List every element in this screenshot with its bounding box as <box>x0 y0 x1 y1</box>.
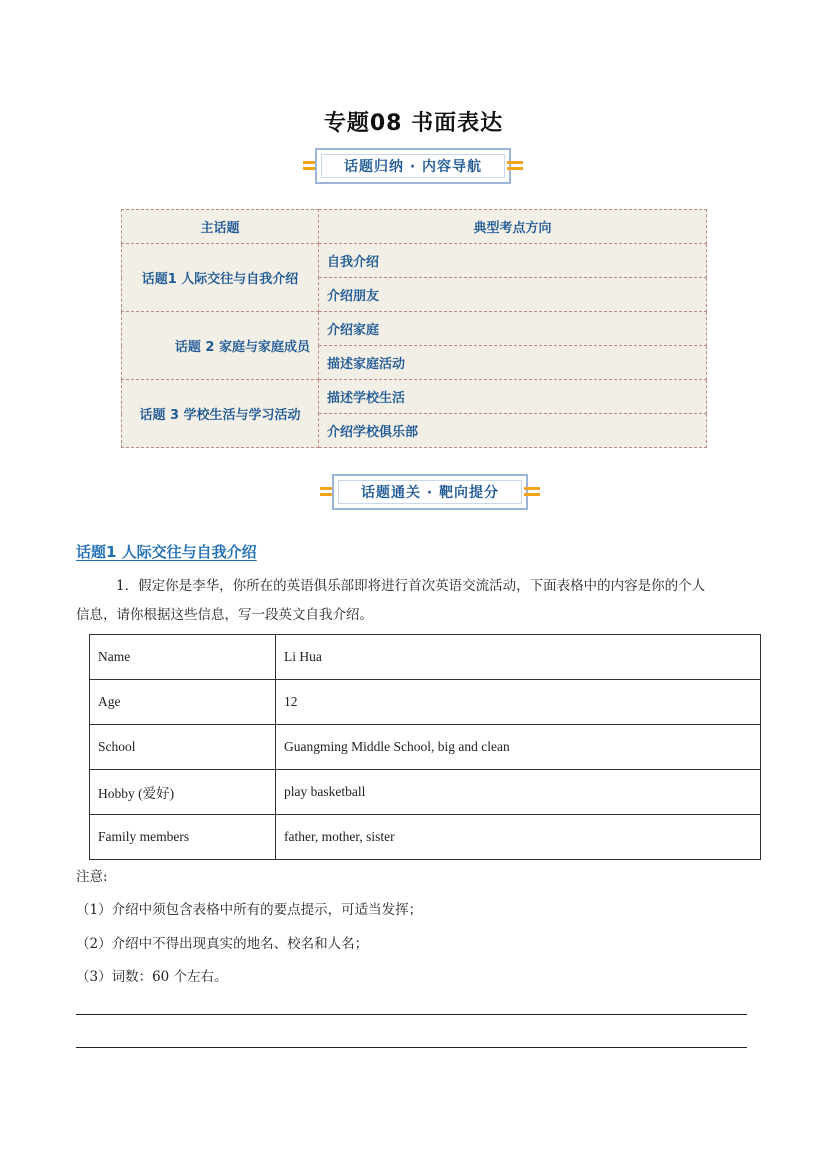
banner-topic-practice <box>322 474 538 510</box>
focus-item: 介绍家庭 <box>319 312 707 346</box>
table-row <box>122 312 707 346</box>
question-line-2: 信息，请你根据这些信息，写一段英文自我介绍。 <box>76 607 373 623</box>
table-row <box>90 815 761 860</box>
answer-line[interactable] <box>76 1014 747 1015</box>
banner-right-mark-icon <box>507 160 523 172</box>
table-row <box>90 635 761 680</box>
info-value: play basketball <box>276 770 761 815</box>
note-item-1: （1）介绍中须包含表格中所有的要点提示，可适当发挥； <box>76 902 423 918</box>
page-title: 专题08 书面表达 <box>323 111 504 136</box>
info-key: Hobby (爱好) <box>90 770 276 815</box>
note-item-3: （3）词数：60 个左右。 <box>76 969 228 985</box>
banner-right-mark-icon <box>524 486 540 498</box>
answer-line[interactable] <box>76 1047 747 1048</box>
table-row <box>90 680 761 725</box>
question-line-1: 1．假定你是李华，你所在的英语俱乐部即将进行首次英语交流活动，下面表格中的内容是你的个人 <box>116 578 706 594</box>
info-key: Family members <box>90 815 276 860</box>
note-item-2: （2）介绍中不得出现真实的地名、校名和人名； <box>76 936 369 952</box>
info-key: School <box>90 725 276 770</box>
focus-item: 自我介绍 <box>319 244 707 278</box>
main-topic-3: 话题 3 学校生活与学习活动 <box>122 380 319 448</box>
topic-table-header <box>122 210 707 244</box>
personal-info-table <box>89 634 761 860</box>
info-value: Li Hua <box>276 635 761 680</box>
header-focus: 典型考点方向 <box>319 210 707 244</box>
banner-topic-navigation <box>305 148 521 184</box>
table-row <box>90 770 761 815</box>
question-text <box>76 572 756 630</box>
info-key: Name <box>90 635 276 680</box>
notes-label: 注意: <box>76 869 108 885</box>
info-value: father, mother, sister <box>276 815 761 860</box>
focus-item: 介绍朋友 <box>319 278 707 312</box>
focus-item: 描述家庭活动 <box>319 346 707 380</box>
main-topic-2: 话题 2 家庭与家庭成员 <box>122 312 319 380</box>
info-key: Age <box>90 680 276 725</box>
table-row <box>122 380 707 414</box>
main-topic-1: 话题1 人际交往与自我介绍 <box>122 244 319 312</box>
banner-label: 话题通关 · 靶向提分 <box>360 485 500 501</box>
section-heading: 话题1 人际交往与自我介绍 <box>76 543 257 561</box>
banner-label: 话题归纳 · 内容导航 <box>343 159 483 175</box>
topic-table <box>121 209 707 448</box>
header-main-topic: 主话题 <box>122 210 319 244</box>
focus-item: 介绍学校俱乐部 <box>319 414 707 448</box>
info-value: 12 <box>276 680 761 725</box>
info-value: Guangming Middle School, big and clean <box>276 725 761 770</box>
focus-item: 描述学校生活 <box>319 380 707 414</box>
table-row <box>90 725 761 770</box>
table-row <box>122 244 707 278</box>
